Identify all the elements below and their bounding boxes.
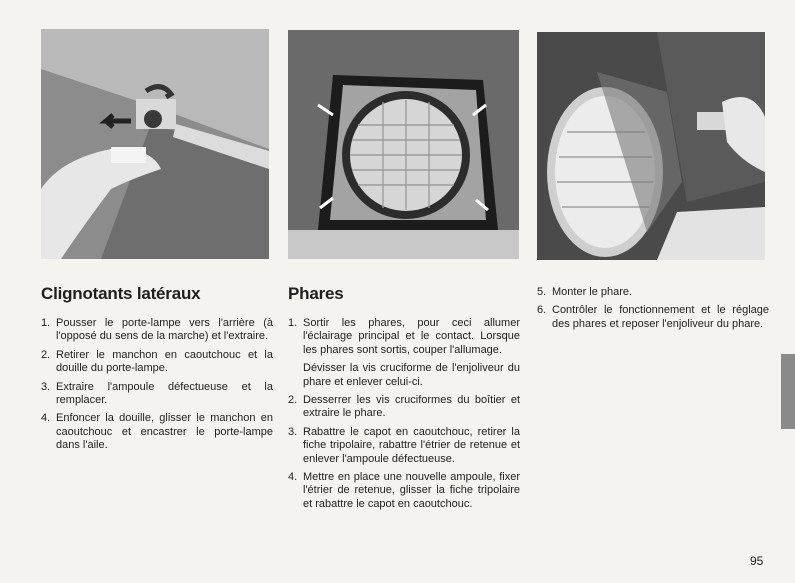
instruction-list xyxy=(537,286,769,331)
list-item: 2. Retirer le manchon en caoutchouc et la douille du porte-lampe. xyxy=(41,348,273,375)
section-phares xyxy=(288,284,520,516)
list-item: 1. Sortir les phares, pour ceci allumer l'éclairage principal et le contact. Lorsque les phares sont sortis, couper l'allumage. Dévisser la vis cruciforme de l'enjoliveur du phare et enlever celui-ci. xyxy=(288,317,520,388)
side-indicator-photo xyxy=(41,29,269,259)
instruction-list xyxy=(41,317,273,453)
list-item: 4. Mettre en place une nouvelle ampoule, fixer l'étrier de retenue, glisser la fiche tripolaire et rabattre le capot en caoutchouc. xyxy=(288,471,520,510)
instruction-list xyxy=(288,317,520,511)
list-item: 6. Contrôler le fonctionnement et le réglage des phares et reposer l'enjoliveur du phare. xyxy=(537,304,769,330)
section-title: Phares xyxy=(288,284,344,303)
headlight-removed-photo xyxy=(537,32,765,260)
section-title: Clignotants latéraux xyxy=(41,284,201,303)
list-item: 4. Enfoncer la douille, glisser le manchon en caoutchouc et encastrer le porte-lampe dans l'aile. xyxy=(41,412,273,452)
thumb-index-tab xyxy=(781,354,795,429)
section-clignotants xyxy=(41,284,273,458)
page-number: 95 xyxy=(750,554,764,568)
list-item: 3. Extraire l'ampoule défectueuse et la remplacer. xyxy=(41,380,273,407)
list-item: 1. Pousser le porte-lampe vers l'arrière (à l'opposé du sens de la marche) et l'extraire. xyxy=(41,317,273,343)
list-item: 2. Desserrer les vis cruciformes du boîtier et extraire le phare. xyxy=(288,394,520,420)
list-item: 5. Monter le phare. xyxy=(537,286,633,298)
list-item: 3. Rabattre le capot en caoutchouc, retirer la fiche tripolaire, rabattre l'étrier de retenue et enlever l'ampoule défectueuse. xyxy=(288,425,520,465)
headlight-front-photo xyxy=(288,30,519,259)
section-phares-continued xyxy=(537,286,769,336)
